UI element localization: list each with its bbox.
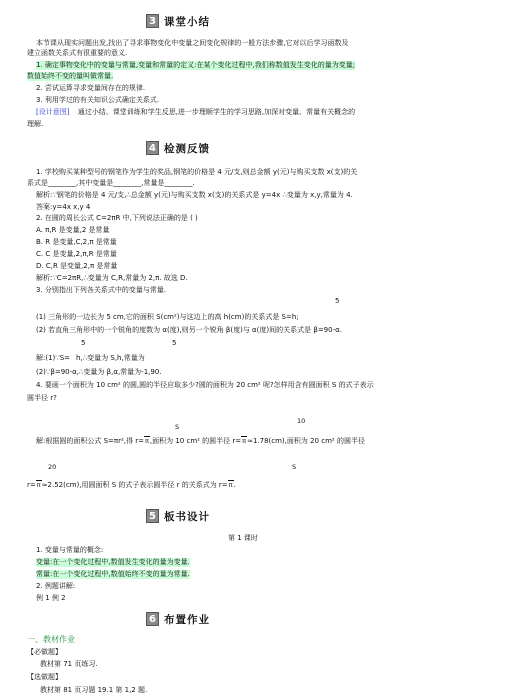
sqrt-expression: π bbox=[228, 481, 233, 489]
section-title: 板书设计 bbox=[164, 510, 210, 523]
homework-required-label: 【必做题】 bbox=[27, 648, 62, 656]
section-number: 5 bbox=[146, 509, 159, 523]
section-title: 检测反馈 bbox=[164, 142, 210, 155]
board-line: 变量:在一个变化过程中,数值发生变化的量为变量. bbox=[36, 558, 190, 566]
section-title: 布置作业 bbox=[164, 613, 210, 626]
sqrt-radicand: 20 bbox=[48, 463, 57, 471]
section-6-header bbox=[146, 611, 210, 627]
solution-part: ,面积为 10 cm² 的圆半径 r= bbox=[149, 437, 242, 445]
sqrt-expression: π bbox=[36, 481, 41, 489]
question-3-answer-1 bbox=[36, 354, 145, 363]
board-line: 常量:在一个变化过程中,数值始终不变的量为常量. bbox=[36, 570, 190, 578]
sqrt-radicand: 10 bbox=[297, 417, 306, 425]
summary-line: 3. 利用学过的有关知识公式确定关系式. bbox=[36, 96, 160, 104]
answer-1-tail: h,∴变量为 S,h,常量为 bbox=[76, 354, 145, 362]
solution-part: ≈2.52(cm),用圆面积 S 的式子表示圆半径 r 的关系式为 r= bbox=[41, 481, 228, 489]
fraction-numerator: 5 bbox=[172, 339, 177, 347]
question-3-part-1 bbox=[36, 313, 299, 322]
board-line: 1. 变量与常量的概念: bbox=[36, 546, 104, 554]
section-title: 课堂小结 bbox=[164, 15, 210, 28]
question-3-part-1-tail: h; bbox=[291, 313, 299, 321]
fraction-numerator: 5 bbox=[335, 297, 340, 305]
board-line: 例 1 例 2 bbox=[36, 594, 66, 602]
homework-title: 一、教材作业 bbox=[27, 635, 75, 644]
section-number: 6 bbox=[146, 612, 159, 626]
section-5-header bbox=[146, 508, 210, 524]
question-1-answer: 答案:y=4x x,y 4 bbox=[36, 203, 91, 211]
homework-required: 教材第 71 页练习. bbox=[40, 660, 98, 668]
section-4-header bbox=[146, 140, 210, 156]
summary-line: 建立函数关系式有很重要的意义. bbox=[27, 49, 128, 57]
summary-line: 1. 确定事物变化中的变量与常量,变量和常量的定义:在某个变化过程中,我们称数值发生变化的量为变量; bbox=[36, 61, 356, 69]
question-1-analysis: 解析:∵钢笔的价格是 4 元/支,∴总金额 y(元)与购买支数 x(支)的关系式是 y=4x ∴变量为 x,y,常量为 4. bbox=[36, 191, 353, 199]
question-4: 圆半径 r? bbox=[27, 394, 57, 402]
question-2-option: C. C 是变量,2,π,R 是常量 bbox=[36, 250, 117, 258]
sqrt-expression: π bbox=[242, 437, 247, 445]
design-note-text: 通过小结、课堂训练和学生反思,进一步理顺学生的学习思路,加深对变量、常量有关概念的 bbox=[77, 108, 356, 116]
question-3-part-2: (2) 若直角三角形中的一个锐角的度数为 α(度),则另一个锐角 β(度)与 α(度)间的关系式是 β=90-α. bbox=[36, 326, 342, 334]
fraction-numerator: 5 bbox=[81, 339, 86, 347]
question-2-option: B. R 是变量,C,2,π 是常量 bbox=[36, 238, 117, 246]
summary-line: 本节课从现实问题出发,找出了寻求事物变化中变量之间变化规律的一般方法步骤,它对以后学习函数及 bbox=[36, 39, 349, 47]
lesson-label: 第 1 课时 bbox=[228, 534, 258, 542]
sqrt-radicand: S bbox=[292, 463, 297, 471]
question-3-answer-2: (2)∵β=90-α,∴变量为 β,α,常量为-1,90. bbox=[36, 368, 162, 376]
section-number: 3 bbox=[146, 14, 159, 28]
solution-part: r= bbox=[27, 481, 36, 489]
question-2: 2. 在圆的周长公式 C=2πR 中,下列说法正确的是 ( ) bbox=[36, 214, 198, 222]
question-1: 系式是________,其中变量是________,常量是________. bbox=[27, 179, 195, 187]
question-3: 3. 分别指出下列各关系式中的变量与常量. bbox=[36, 286, 167, 294]
homework-optional: 教材第 81 页习题 19.1 第 1,2 题. bbox=[40, 686, 148, 694]
solution-part: 解:根据圆的面积公式 S=πr²,得 r= bbox=[36, 437, 144, 445]
design-note-label: [设计意图] bbox=[36, 108, 70, 116]
question-4-solution: r= π ≈2.52(cm),用圆面积 S 的式子表示圆半径 r 的关系式为 r= π . bbox=[27, 481, 236, 489]
question-4-solution bbox=[36, 436, 365, 446]
sqrt-expression: π bbox=[144, 437, 149, 445]
question-4: 4. 要画一个面积为 10 cm² 的圆,圆的半径应取多少?圆的面积为 20 cm² 呢?怎样用含有圆面积 S 的式子表示 bbox=[36, 381, 374, 389]
section-3-header bbox=[146, 13, 210, 29]
board-line: 2. 例题讲解: bbox=[36, 582, 76, 590]
question-3-part-1-text: (1) 三角形的一边长为 5 cm,它的面积 S(cm²)与这边上的高 h(cm)的关系式是 S= bbox=[36, 313, 292, 321]
solution-part: ≈1.78(cm),面积为 20 cm² 的圆半径 bbox=[247, 437, 365, 445]
section-number: 4 bbox=[146, 141, 159, 155]
question-2-option: A. π,R 是变量,2 是常量 bbox=[36, 226, 110, 234]
design-note bbox=[36, 108, 355, 117]
sqrt-radicand: S bbox=[175, 423, 180, 431]
answer-1-lead: 解:(1)∵S= bbox=[36, 354, 71, 362]
question-1: 1. 学校购买某种型号的钢笔作为学生的奖品,钢笔的价格是 4 元/支,则总金额 y(元)与购买支数 x(支)的关 bbox=[36, 168, 358, 176]
homework-optional-label: 【选做题】 bbox=[27, 673, 62, 681]
design-note-text: 理解. bbox=[27, 120, 44, 128]
summary-line: 2. 尝试运算寻求变量间存在的规律. bbox=[36, 84, 146, 92]
question-2-option: D. C,R 是变量,2,π 是常量 bbox=[36, 262, 118, 270]
summary-line: 数值始终不变的量叫做常量. bbox=[27, 72, 114, 80]
question-2-analysis: 解析:∵C=2πR,∴变量为 C,R,常量为 2,π. 故选 D. bbox=[36, 274, 188, 282]
